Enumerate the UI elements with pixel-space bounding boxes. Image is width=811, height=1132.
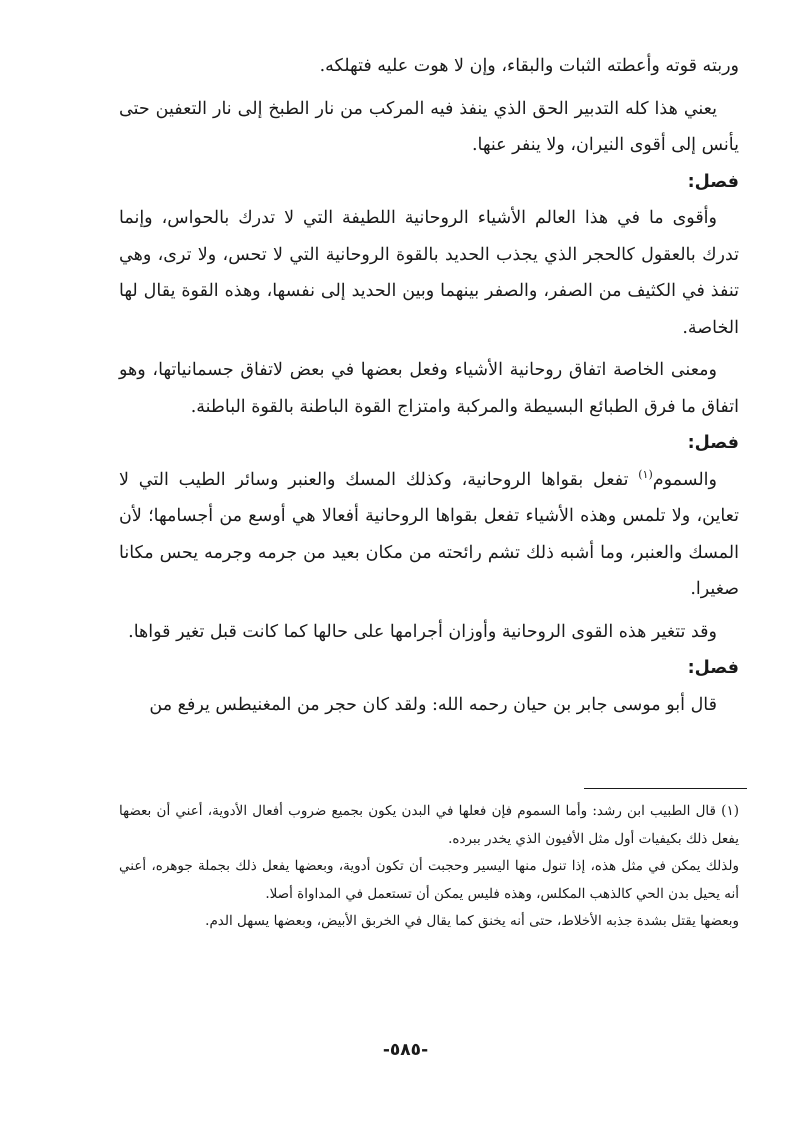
paragraph-4: ومعنى الخاصة اتفاق روحانية الأشياء وفعل بعضها في بعض لاتفاق جسمانياتها، وهو اتفاق ما فرق الطبائع البسيطة والمركبة وامتزاج القوة الباطنة بالقوة الباطنة. bbox=[119, 360, 739, 417]
section-heading-1: فصل: bbox=[687, 171, 739, 192]
paragraph-5 bbox=[119, 462, 739, 608]
paragraph-6: وقد تتغير هذه القوى الروحانية وأوزان أجرامها على حالها كما كانت قبل تغير قواها. bbox=[128, 621, 717, 642]
paragraph-3: وأقوى ما في هذا العالم الأشياء الروحانية اللطيفة التي لا تدرك بالحواس، وإنما تدرك بالعقول كالحجر الذي يجذب الحديد بالقوة الروحانية التي لا تحس، ولا ترى، وهي تنفذ في الكثيف من الصفر، والصفر بينهما وبين الحديد إلى نفسها، وهذه القوة يقال لها الخاصة. bbox=[119, 208, 739, 338]
footnote-1: (١) قال الطبيب ابن رشد: وأما السموم فإن فعلها في البدن يكون بجميع ضروب أفعال الأدوية، أعني أن بعضها يفعل ذلك بكيفيات أول مثل الأفيون الذي يخدر ببرده. bbox=[119, 803, 739, 847]
footnote-reference[interactable]: (١) bbox=[638, 467, 653, 481]
paragraph-5-rest: تفعل بقواها الروحانية، وكذلك المسك والعنبر وسائر الطيب التي لا تعاين، ولا تلمس وهذه الأشياء تفعل بقواها الروحانية أفعالا هي أوسع من أجسامها؛ لأن المسك والعنبر، وما أشبه ذلك تشم رائحته من مكان بعيد من جرمه وجرمه يحس مكانا صغيرا. bbox=[119, 469, 739, 599]
footnote-separator bbox=[584, 788, 747, 789]
footnote-1-continuation-1: ولذلك يمكن في مثل هذه، إذا تنول منها اليسير وحجبت أن تكون أدوية، وبعضها يفعل ذلك بجملة جوهره، أعني أنه يحيل بدن الحي كالذهب المكلس، وهذه فليس يمكن أن تستعمل في المداواة أصلا. bbox=[119, 858, 739, 902]
section-heading-3: فصل: bbox=[687, 658, 739, 678]
paragraph-2: يعني هذا كله التدبير الحق الذي ينفذ فيه المركب من نار الطبخ إلى نار التعفين حتى يأنس إلى أقوى النيران، ولا ينفر عنها. bbox=[119, 98, 739, 155]
footnotes bbox=[119, 798, 739, 936]
section-heading-2: فصل: bbox=[687, 433, 739, 453]
paragraph-5-start: والسموم bbox=[652, 469, 717, 490]
page-number: -٥٨٥- bbox=[382, 1040, 429, 1060]
main-text bbox=[119, 48, 739, 723]
paragraph-7: قال أبو موسى جابر بن حيان رحمه الله: ولقد كان حجر من المغنيطس يرفع من bbox=[149, 694, 717, 715]
footnote-1-continuation-2: وبعضها يقتل بشدة جذبه الأخلاط، حتى أنه يخنق كما يقال في الخربق الأبيض، وبعضها يسهل الدم. bbox=[205, 913, 739, 929]
paragraph-1: وربته قوته وأعطته الثبات والبقاء، وإن لا هوت عليه فتهلكه. bbox=[319, 56, 739, 76]
